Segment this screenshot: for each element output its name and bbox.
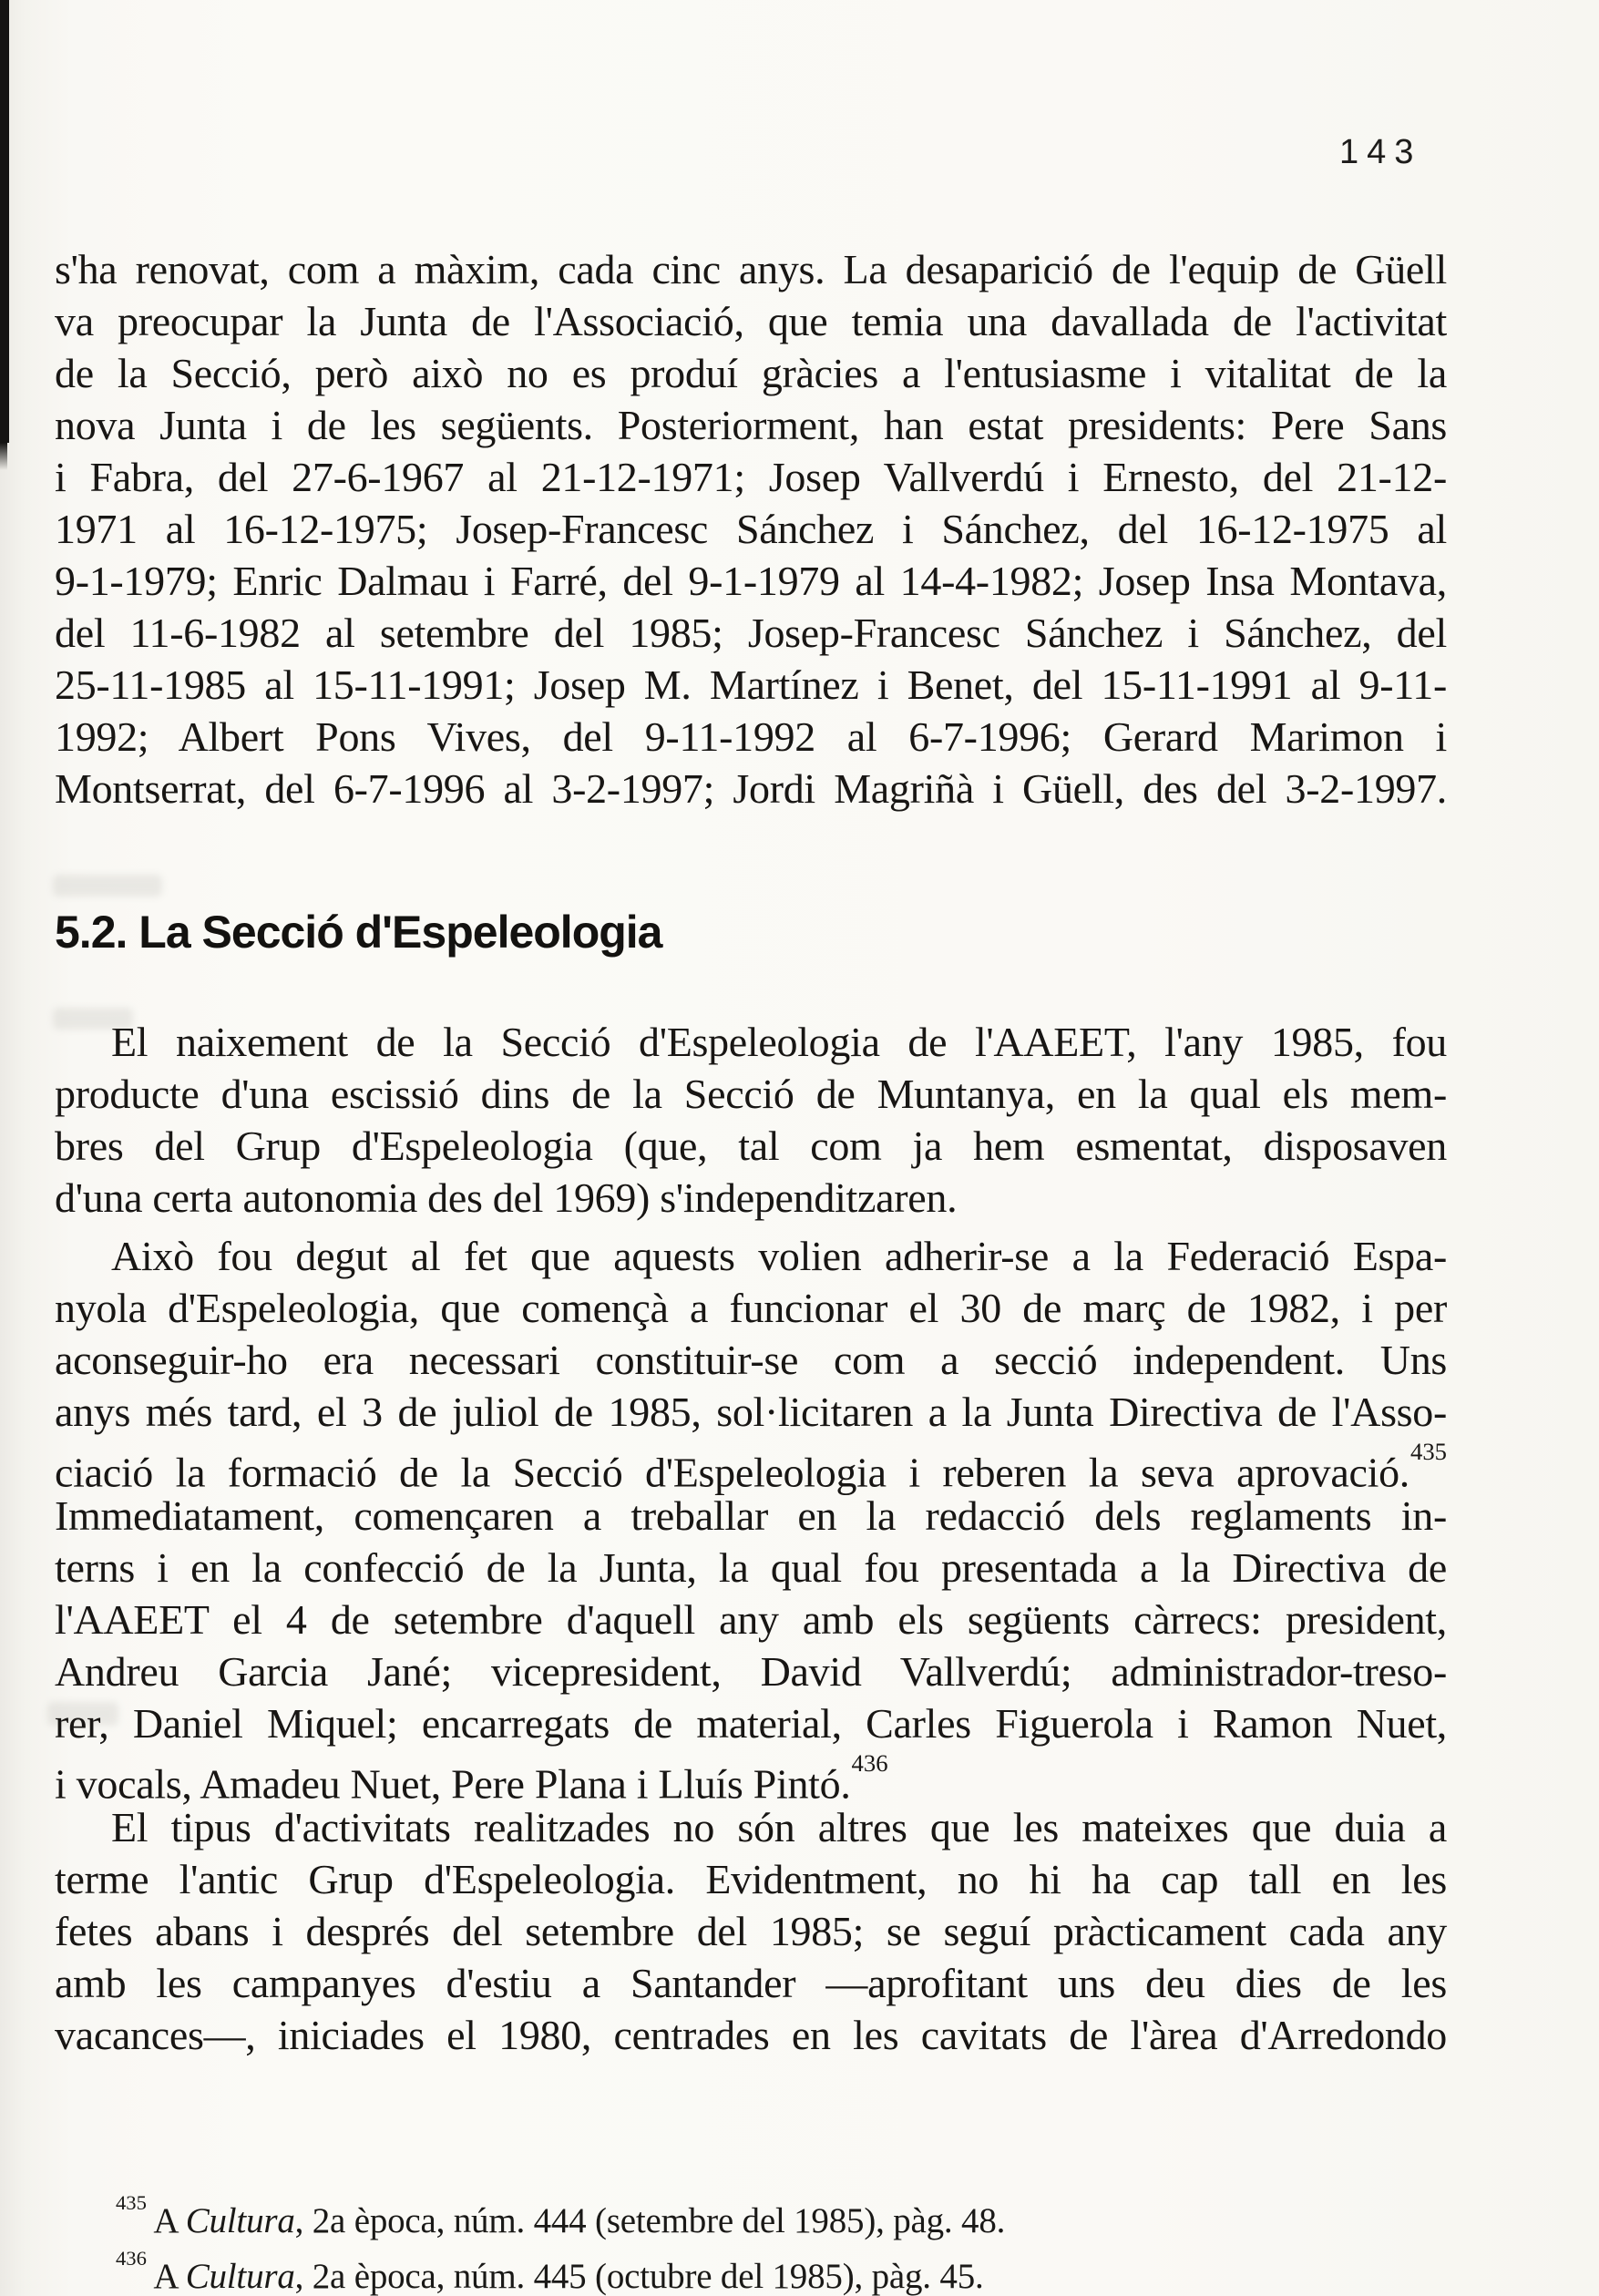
footnote-436: $^{436}$ A Cultura, 2a època, núm. 445 (octubre del 1985), pàg. 45.: [116, 2246, 984, 2296]
text-line: El naixement de la Secció d'Espeleologia de l'AAEET, l'any 1985, fou: [111, 1019, 1447, 1065]
text-line: nova Junta i de les següents. Posteriorment, han estat presidents: Pere Sans: [55, 402, 1447, 448]
text-line: de la Secció, però això no es produí gràcies a l'entusiasme i vitalitat de la: [55, 350, 1447, 396]
text-line: del 11-6-1982 al setembre del 1985; Josep-Francesc Sánchez i Sánchez, del: [55, 610, 1447, 656]
text-line: El tipus d'activitats realitzades no són altres que les mateixes que duia a: [111, 1804, 1447, 1850]
text-line: 25-11-1985 al 15-11-1991; Josep M. Martínez i Benet, del 15-11-1991 al 9-11-: [55, 661, 1447, 708]
text-line: l'AAEET el 4 de setembre d'aquell any amb els següents càrrecs: president,: [55, 1596, 1447, 1643]
text-line: Andreu Garcia Jané; vicepresident, David Vallverdú; administrador-treso-: [55, 1648, 1447, 1695]
footnotes: [115, 2189, 1005, 2296]
footnote-marker: 435: [116, 2190, 147, 2214]
text-line: amb les campanyes d'estiu a Santander —aprofitant uns deu dies de les: [55, 1960, 1447, 2006]
text-column: [55, 0, 1447, 2296]
scan-edge-artifact: [0, 0, 9, 443]
text-line: 1971 al 16-12-1975; Josep-Francesc Sánchez i Sánchez, del 16-12-1975 al: [55, 506, 1447, 552]
text-line: bres del Grup d'Espeleologia (que, tal com ja hem esmentat, disposaven: [55, 1122, 1447, 1169]
text-line: aconseguir-ho era necessari constituir-se com a secció independent. Uns: [55, 1337, 1447, 1383]
text-line: terns i en la confecció de la Junta, la qual fou presentada a la Directiva de: [55, 1544, 1447, 1591]
paragraph-naixement: [55, 1016, 1447, 1224]
footnote-ref: 436: [851, 1748, 888, 1777]
section-heading: 5.2. La Secció d'Espeleologia: [55, 907, 662, 958]
text-line: nyola d'Espeleologia, que començà a funcionar el 30 de març de 1982, i per: [55, 1285, 1447, 1331]
text-line: Montserrat, del 6-7-1996 al 3-2-1997; Jordi Magriñà i Güell, des del 3-2-1997.: [55, 765, 1447, 812]
text-line: ciació la formació de la Secció d'Espeleologia i reberen la seva aprovació.$^{435}$: [55, 1437, 1447, 1496]
text-line: va preocupar la Junta de l'Associació, que temia una davallada de l'activitat: [55, 298, 1447, 344]
text-line: Això fou degut al fet que aquests volien adherir-se a la Federació Espa-: [111, 1233, 1447, 1279]
text-line: 1992; Albert Pons Vives, del 9-11-1992 al 6-7-1996; Gerard Marimon i: [55, 713, 1447, 760]
text-line: rer, Daniel Miquel; encarregats de material, Carles Figuerola i Ramon Nuet,: [55, 1700, 1447, 1747]
paragraph-activitats: [55, 1801, 1447, 2061]
text-line: fetes abans i després del setembre del 1985; se seguí pràcticament cada any: [55, 1908, 1447, 1954]
paragraph-presidents: [55, 243, 1447, 815]
text-line: d'una certa autonomia des del 1969) s'independitzaren.: [55, 1174, 958, 1221]
text-line: i Fabra, del 27-6-1967 al 21-12-1971; Josep Vallverdú i Ernesto, del 21-12-: [55, 454, 1447, 500]
footnote-ref: 435: [1409, 1437, 1447, 1465]
text-line: producte d'una escissió dins de la Secció de Muntanya, en la qual els mem-: [55, 1071, 1447, 1117]
footnote-marker: 436: [116, 2246, 147, 2270]
text-line: 9-1-1979; Enric Dalmau i Farré, del 9-1-1979 al 14-4-1982; Josep Insa Montava,: [55, 558, 1447, 604]
text-line: vacances—, iniciades el 1980, centrades en les cavitats de l'àrea d'Arredondo: [55, 2012, 1447, 2058]
text-line: Immediatament, començaren a treballar en la redacció dels reglaments in-: [55, 1492, 1447, 1539]
text-line: terme l'antic Grup d'Espeleologia. Evidentment, no hi ha cap tall en les: [55, 1856, 1447, 1902]
text-line: s'ha renovat, com a màxim, cada cinc anys. La desaparició de l'equip de Güell: [55, 246, 1447, 292]
page-number: 143: [1339, 133, 1422, 171]
footnote-435: $^{435}$ A Cultura, 2a època, núm. 444 (setembre del 1985), pàg. 48.: [116, 2190, 1006, 2240]
text-line: i vocals, Amadeu Nuet, Pere Plana i Lluís Pintó.$^{436}$: [55, 1748, 888, 1808]
scan-edge-artifact-fade: [0, 443, 7, 470]
text-line: anys més tard, el 3 de juliol de 1985, sol·licitaren a la Junta Directiva de l'Asso-: [55, 1389, 1447, 1435]
paragraph-federacio: [55, 1230, 1447, 1808]
